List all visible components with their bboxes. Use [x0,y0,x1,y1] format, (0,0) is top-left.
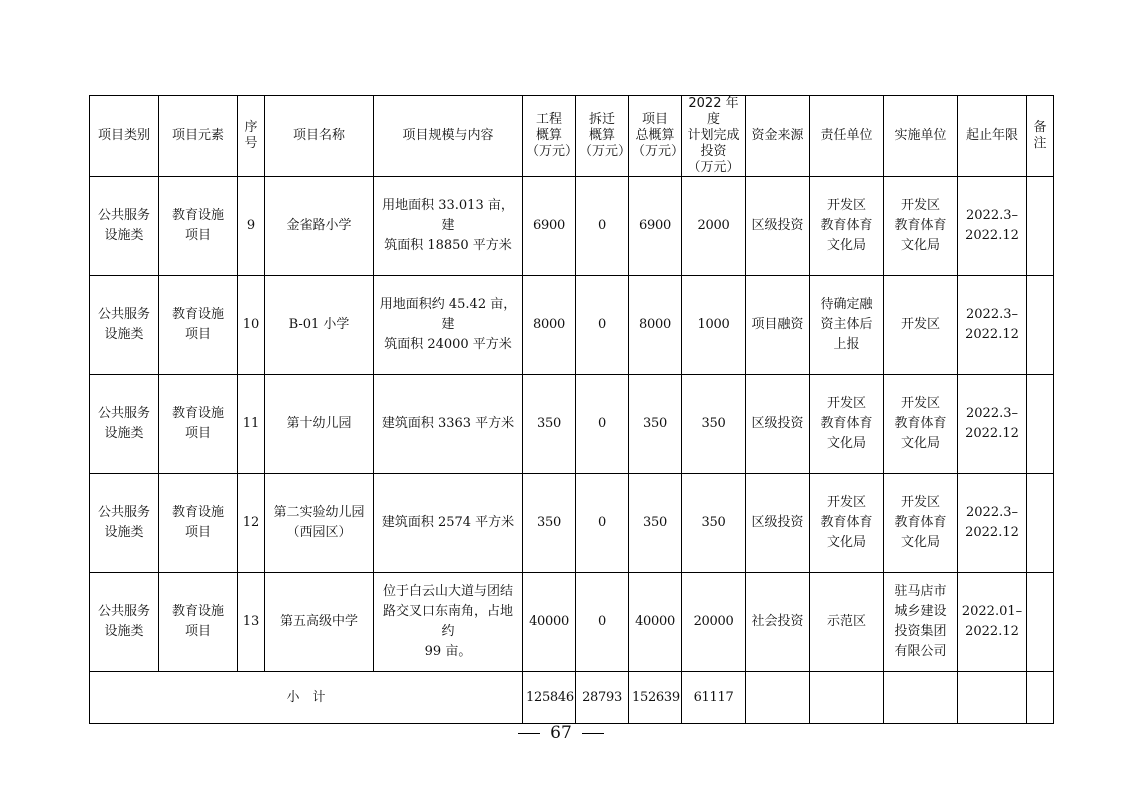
cell-period: 2022.01– 2022.12 [958,573,1027,672]
cell-eng-budget: 350 [523,375,576,474]
subtotal-fund-source [746,672,810,724]
cell-eng-budget: 40000 [523,573,576,672]
cell-period: 2022.3– 2022.12 [958,177,1027,276]
subtotal-period [958,672,1027,724]
cell-remarks [1027,474,1054,573]
cell-project-name: 第十幼儿园 [265,375,374,474]
cell-scope: 用地面积约 45.42 亩，建 筑面积 24000 平方米 [374,276,523,375]
cell-responsible-unit: 开发区 教育体育 文化局 [810,474,884,573]
cell-remarks [1027,177,1054,276]
cell-category: 公共服务 设施类 [90,276,159,375]
cell-category: 公共服务 设施类 [90,474,159,573]
subtotal-total-budget: 152639 [629,672,682,724]
page-number-value: 67 [550,723,572,743]
page-number [0,721,1122,745]
cell-scope: 建筑面积 2574 平方米 [374,474,523,573]
table-row [90,276,1054,375]
subtotal-remarks [1027,672,1054,724]
header-eng-budget: 工程 概算 （万元） [523,96,576,177]
subtotal-row [90,672,1054,724]
cell-total-budget: 8000 [629,276,682,375]
header-period: 起止年限 [958,96,1027,177]
subtotal-responsible-unit [810,672,884,724]
cell-implementing-unit: 开发区 教育体育 文化局 [884,375,958,474]
cell-implementing-unit: 驻马店市 城乡建设 投资集团 有限公司 [884,573,958,672]
cell-element: 教育设施 项目 [159,573,238,672]
cell-investment-2022: 1000 [682,276,746,375]
cell-seq: 12 [238,474,265,573]
cell-total-budget: 6900 [629,177,682,276]
cell-responsible-unit: 开发区 教育体育 文化局 [810,177,884,276]
cell-project-name: 金雀路小学 [265,177,374,276]
cell-demolition-budget: 0 [576,276,629,375]
dash-right [582,733,604,734]
cell-fund-source: 社会投资 [746,573,810,672]
table-row [90,177,1054,276]
header-responsible-unit: 责任单位 [810,96,884,177]
cell-responsible-unit: 待确定融 资主体后 上报 [810,276,884,375]
cell-investment-2022: 350 [682,375,746,474]
project-table [89,95,1054,724]
cell-investment-2022: 20000 [682,573,746,672]
cell-implementing-unit: 开发区 [884,276,958,375]
cell-responsible-unit: 开发区 教育体育 文化局 [810,375,884,474]
cell-eng-budget: 8000 [523,276,576,375]
cell-demolition-budget: 0 [576,573,629,672]
cell-element: 教育设施 项目 [159,177,238,276]
subtotal-demolition-budget: 28793 [576,672,629,724]
header-name: 项目名称 [265,96,374,177]
cell-element: 教育设施 项目 [159,474,238,573]
cell-seq: 11 [238,375,265,474]
table-row [90,474,1054,573]
cell-total-budget: 40000 [629,573,682,672]
cell-project-name: 第二实验幼儿园 （西园区） [265,474,374,573]
cell-demolition-budget: 0 [576,474,629,573]
cell-project-name: B-01 小学 [265,276,374,375]
table-header-row [90,96,1054,177]
header-element: 项目元素 [159,96,238,177]
cell-seq: 13 [238,573,265,672]
cell-category: 公共服务 设施类 [90,177,159,276]
cell-seq: 9 [238,177,265,276]
cell-remarks [1027,276,1054,375]
cell-project-name: 第五高级中学 [265,573,374,672]
cell-period: 2022.3– 2022.12 [958,375,1027,474]
cell-category: 公共服务 设施类 [90,375,159,474]
header-total-budget: 项目 总概算 （万元） [629,96,682,177]
cell-total-budget: 350 [629,375,682,474]
table-row [90,375,1054,474]
dash-left [518,733,540,734]
cell-scope: 用地面积 33.013 亩，建 筑面积 18850 平方米 [374,177,523,276]
cell-category: 公共服务 设施类 [90,573,159,672]
cell-eng-budget: 6900 [523,177,576,276]
cell-demolition-budget: 0 [576,177,629,276]
header-scope: 项目规模与内容 [374,96,523,177]
header-category: 项目类别 [90,96,159,177]
cell-implementing-unit: 开发区 教育体育 文化局 [884,177,958,276]
cell-element: 教育设施 项目 [159,375,238,474]
cell-responsible-unit: 示范区 [810,573,884,672]
cell-remarks [1027,573,1054,672]
cell-scope: 位于白云山大道与团结 路交叉口东南角，占地约 99 亩。 [374,573,523,672]
subtotal-label: 小 计 [90,672,523,724]
cell-investment-2022: 2000 [682,177,746,276]
cell-seq: 10 [238,276,265,375]
header-seq: 序 号 [238,96,265,177]
header-remarks: 备 注 [1027,96,1054,177]
cell-total-budget: 350 [629,474,682,573]
cell-period: 2022.3– 2022.12 [958,276,1027,375]
subtotal-investment-2022: 61117 [682,672,746,724]
cell-eng-budget: 350 [523,474,576,573]
header-2022-investment: 2022 年度 计划完成 投资 （万元） [682,96,746,177]
cell-scope: 建筑面积 3363 平方米 [374,375,523,474]
header-fund-source: 资金来源 [746,96,810,177]
cell-fund-source: 区级投资 [746,177,810,276]
cell-investment-2022: 350 [682,474,746,573]
table-row [90,573,1054,672]
cell-fund-source: 区级投资 [746,375,810,474]
subtotal-implementing-unit [884,672,958,724]
cell-remarks [1027,375,1054,474]
cell-implementing-unit: 开发区 教育体育 文化局 [884,474,958,573]
header-demolition-budget: 拆迁 概算 （万元） [576,96,629,177]
cell-fund-source: 项目融资 [746,276,810,375]
cell-period: 2022.3– 2022.12 [958,474,1027,573]
header-implementing-unit: 实施单位 [884,96,958,177]
cell-demolition-budget: 0 [576,375,629,474]
cell-element: 教育设施 项目 [159,276,238,375]
subtotal-eng-budget: 125846 [523,672,576,724]
cell-fund-source: 区级投资 [746,474,810,573]
